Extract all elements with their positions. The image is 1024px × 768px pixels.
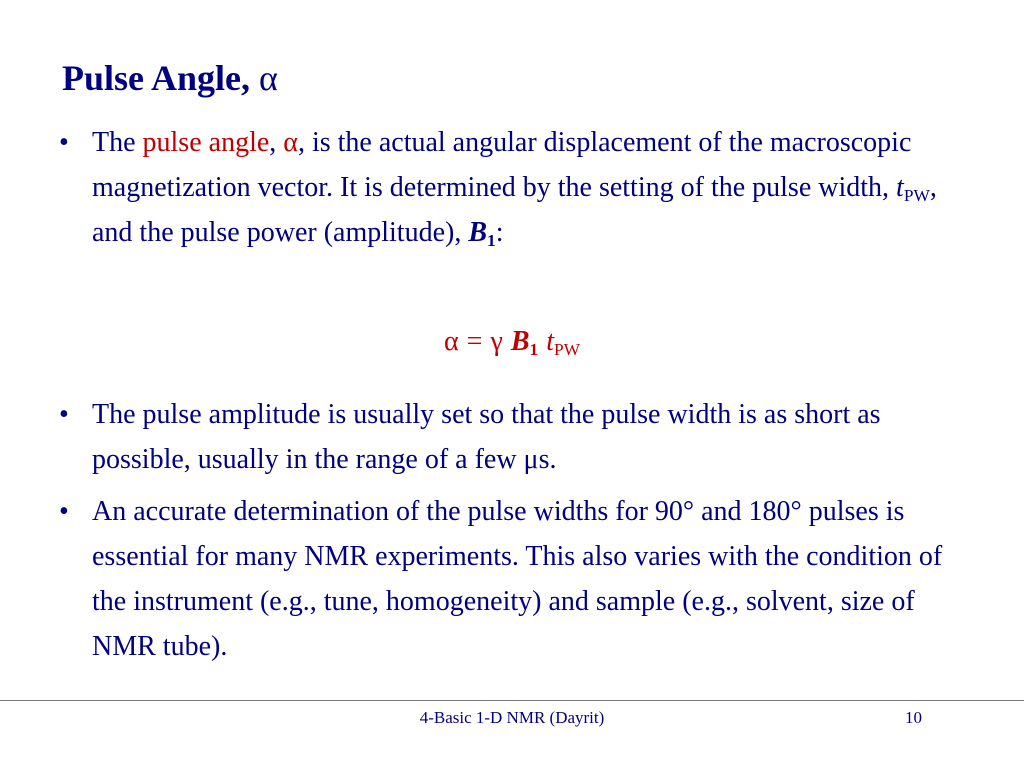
footer-title: 4-Basic 1-D NMR (Dayrit) [419, 708, 605, 727]
formula-alpha: α [443, 326, 459, 357]
bullet-text-after-2: , and the pulse power (amplitude), [92, 172, 937, 248]
b-subscript: 1 [487, 230, 496, 250]
bullet-marker: • [59, 399, 69, 430]
bullet-item-pulse-angle [59, 120, 962, 255]
bullet-text-before: The [92, 127, 143, 158]
pulse-angle-highlight: pulse angle [142, 127, 270, 158]
formula-t-subscript: PW [553, 339, 581, 359]
bullet-text-mid: , [269, 127, 284, 158]
b-variable: B [468, 217, 488, 248]
bullet-text-end: : [495, 217, 504, 248]
formula-equals: = [466, 326, 483, 357]
t-variable: t [896, 172, 904, 203]
slide-title [62, 54, 278, 102]
formula-b: B [510, 326, 530, 357]
bullet-item-pulse-amplitude [59, 392, 962, 482]
bullet-item-accurate-determination [59, 489, 962, 669]
bullet-marker: • [59, 127, 69, 158]
bullet-text: An accurate determination of the pulse widths for 90° and 180° pulses is essential for many NMR experiments. This also varies with the condition of the instrument (e.g., tune, homogeneity) and sample (e.g., solvent, size of NMR tube). [92, 496, 943, 662]
formula-b-subscript: 1 [529, 339, 539, 359]
title-alpha-symbol: α [259, 58, 278, 98]
page-number: 10 [905, 708, 922, 727]
formula-gamma: γ [490, 326, 503, 357]
footer-divider [0, 700, 1024, 701]
pw-subscript: PW [903, 185, 930, 205]
bullet-marker: • [59, 496, 69, 527]
pulse-angle-formula [0, 322, 1024, 362]
alpha-symbol: α [283, 127, 298, 158]
bullet-text-after: , is the actual angular displacement of the macroscopic magnetization vector. It is determined by the setting of the pulse width, [92, 127, 912, 203]
title-text: Pulse Angle, [62, 58, 260, 98]
formula-t: t [546, 326, 554, 357]
bullet-text: The pulse amplitude is usually set so that the pulse width is as short as possible, usually in the range of a few μs. [92, 399, 881, 475]
